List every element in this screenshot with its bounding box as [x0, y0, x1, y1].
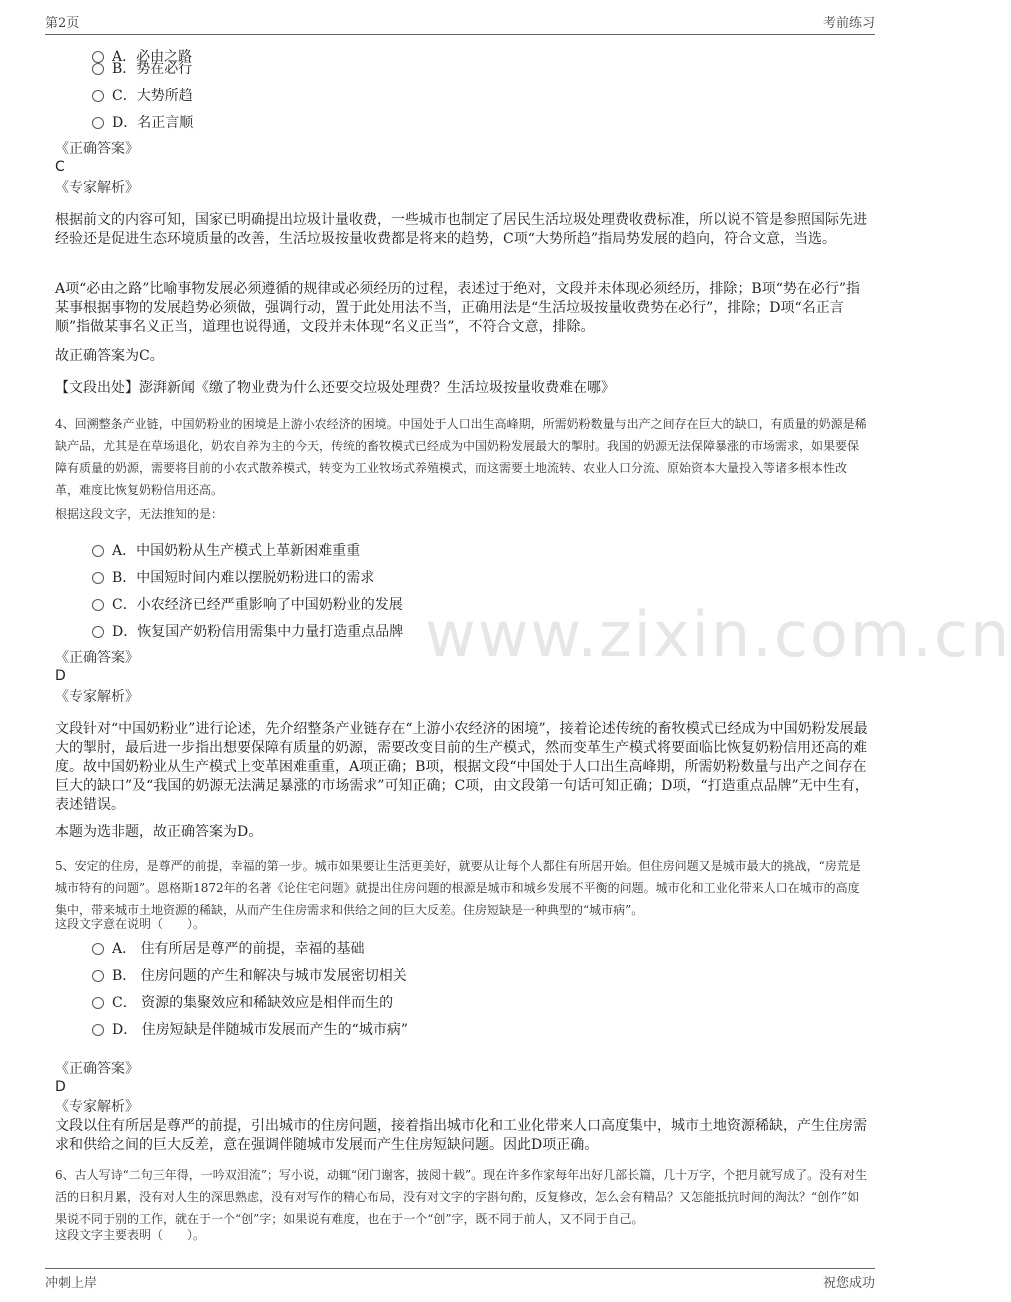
q4-option-a[interactable]: A．中国奶粉从生产模式上革新困难重重: [92, 540, 360, 560]
q4-analysis-p2: 本题为选非题，故正确答案为D。: [55, 824, 263, 840]
q5-option-d[interactable]: D． 住房短缺是伴随城市发展而产生的“城市病”: [92, 1019, 408, 1039]
radio-icon[interactable]: [92, 545, 104, 557]
q5-question: 这段文字意在说明（ ）。: [55, 917, 206, 931]
radio-icon[interactable]: [92, 943, 104, 955]
q3-source: 【文段出处】澎湃新闻《缴了物业费为什么还要交垃圾处理费？生活垃圾按量收费难在哪》: [55, 380, 615, 396]
q4-analysis-label: 《专家解析》: [55, 689, 139, 705]
q4-analysis-p1: 文段针对“中国奶粉业”进行论述，先介绍整条产业链存在“上游小农经济的困境”，接着论述传统的畜牧模式已经成为中国奶粉发展最大的掣肘，最后进一步指出想要保障有质量的奶源，需要改变目前的生产模式，然而变革生产模式将要面临比恢复奶粉信用还高的难度。故中国奶粉业从生产模式上变革困难重重，A项正确；B项，根据文段“中国处于人口出生高峰期，所需奶粉数量与出产之间存在巨大的缺口”及“我国的奶源无法满足暴涨的市场需求”可知正确；C项，由文段第一句话可知正确；D项，“打造重点品牌”无中生有，表述错误。: [55, 721, 869, 813]
q3-answer: C: [55, 159, 65, 175]
q3-analysis-p1: 根据前文的内容可知，国家已明确提出垃圾计量收费，一些城市也制定了居民生活垃圾处理费收费标准，所以说不管是参照国际先进经验还是促进生态环境质量的改善，生活垃圾按量收费都是将来的趋势，C项“大势所趋”指局势发展的趋向，符合文意，当选。: [55, 212, 867, 247]
q4-option-c[interactable]: C．小农经济已经严重影响了中国奶粉业的发展: [92, 594, 403, 614]
radio-icon[interactable]: [92, 997, 104, 1009]
radio-icon[interactable]: [92, 970, 104, 982]
page-footer: [45, 1268, 875, 1291]
q5-answer: D: [55, 1079, 66, 1095]
q3-answer-label: 《正确答案》: [55, 141, 139, 157]
header-title: 考前练习: [822, 16, 875, 31]
q6-question: 这段文字主要表明（ ）。: [55, 1228, 206, 1242]
q5-option-c[interactable]: C． 资源的集聚效应和稀缺效应是相伴而生的: [92, 992, 393, 1012]
radio-icon[interactable]: [92, 626, 104, 638]
radio-icon[interactable]: [92, 63, 104, 75]
footer-left: 冲刺上岸: [45, 1276, 98, 1291]
q4-answer-label: 《正确答案》: [55, 650, 139, 666]
q5-option-b[interactable]: B． 住房问题的产生和解决与城市发展密切相关: [92, 965, 407, 985]
page-number: 第2页: [45, 16, 80, 31]
q3-analysis-p3: 故正确答案为C。: [55, 348, 164, 364]
radio-icon[interactable]: [92, 90, 104, 102]
q4-question: 根据这段文字，无法推知的是：: [55, 507, 224, 521]
watermark: www.zixin.com.cn: [425, 598, 1011, 671]
q6-stem: 6、古人写诗“二句三年得，一吟双泪流”；写小说，动辄“闭门谢客，披阅十载”。现在许多作家每年出好几部长篇，几十万字，个把月就写成了。没有对生活的日积月累，没有对人生的深思熟虑，没有对写作的精心布局，没有对文字的字斟句酌，反复修改，怎么会有精品？又怎能抵抗时间的淘汰？“创作”如果说不同于别的工作，就在于一个“创”字；如果说有难度，也在于一个“创”字，既不同于前人，又不同于自己。: [55, 1168, 868, 1226]
radio-icon[interactable]: [92, 117, 104, 129]
q5-option-a[interactable]: A． 住有所居是尊严的前提，幸福的基础: [92, 938, 365, 958]
q3-analysis-p2: A项“必由之路”比喻事物发展必须遵循的规律或必须经历的过程，表述过于绝对，文段并未体现必须经历，排除；B项“势在必行”指某事根据事物的发展趋势必须做，强调行动，置于此处用法不当，正确用法是“生活垃圾按量收费势在必行”，排除；D项“名正言顺”指做某事名义正当，道理也说得通，文段并未体现“名义正当”，不符合文意，排除。: [55, 281, 861, 335]
footer-right: 祝您成功: [822, 1276, 875, 1291]
q3-analysis-label: 《专家解析》: [55, 180, 139, 196]
q4-stem: 4、回溯整条产业链，中国奶粉业的困境是上游小农经济的困境。中国处于人口出生高峰期，所需奶粉数量与出产之间存在巨大的缺口，有质量的奶源是稀缺产品，尤其是在草场退化，奶农自养为主的今天，传统的畜牧模式已经成为中国奶粉发展最大的掣肘。我国的奶源无法保障暴涨的市场需求，如果要保障有质量的奶源，需要将目前的小农式散养模式，转变为工业牧场式养殖模式，而这需要土地流转、农业人口分流、原始资本大量投入等诸多根本性改革，难度比恢复奶粉信用还高。: [55, 417, 867, 497]
q3-option-c[interactable]: C．大势所趋: [92, 85, 193, 105]
q3-option-d[interactable]: D．名正言顺: [92, 112, 193, 132]
q3-option-a[interactable]: A．必由之路: [92, 46, 192, 66]
q5-answer-label: 《正确答案》: [55, 1061, 139, 1077]
page-header: [45, 12, 875, 35]
q4-answer: D: [55, 668, 66, 684]
q3-option-b[interactable]: B．势在必行: [92, 58, 192, 78]
radio-icon[interactable]: [92, 572, 104, 584]
radio-icon[interactable]: [92, 1024, 104, 1036]
q5-analysis-label: 《专家解析》: [55, 1099, 139, 1115]
q5-analysis-p1: 文段以住有所居是尊严的前提，引出城市的住房问题，接着指出城市化和工业化带来人口高度集中，城市土地资源稀缺，产生住房需求和供给之间的巨大反差，意在强调伴随城市发展而产生住房短缺问题。因此D项正确。: [55, 1118, 867, 1153]
q4-option-b[interactable]: B．中国短时间内难以摆脱奶粉进口的需求: [92, 567, 374, 587]
q5-stem: 5、安定的住房，是尊严的前提，幸福的第一步。城市如果要让生活更美好，就要从让每个人都住有所居开始。但住房问题又是城市最大的挑战，“房荒是城市特有的问题”。恩格斯1872年的名著《论住宅问题》就提出住房问题的根源是城市和城乡发展不平衡的问题。城市化和工业化带来人口在城市的高度集中，带来城市土地资源的稀缺，从而产生住房需求和供给之间的巨大反差。住房短缺是一种典型的“城市病”。: [55, 859, 861, 917]
q4-option-d[interactable]: D．恢复国产奶粉信用需集中力量打造重点品牌: [92, 621, 403, 641]
radio-icon[interactable]: [92, 599, 104, 611]
